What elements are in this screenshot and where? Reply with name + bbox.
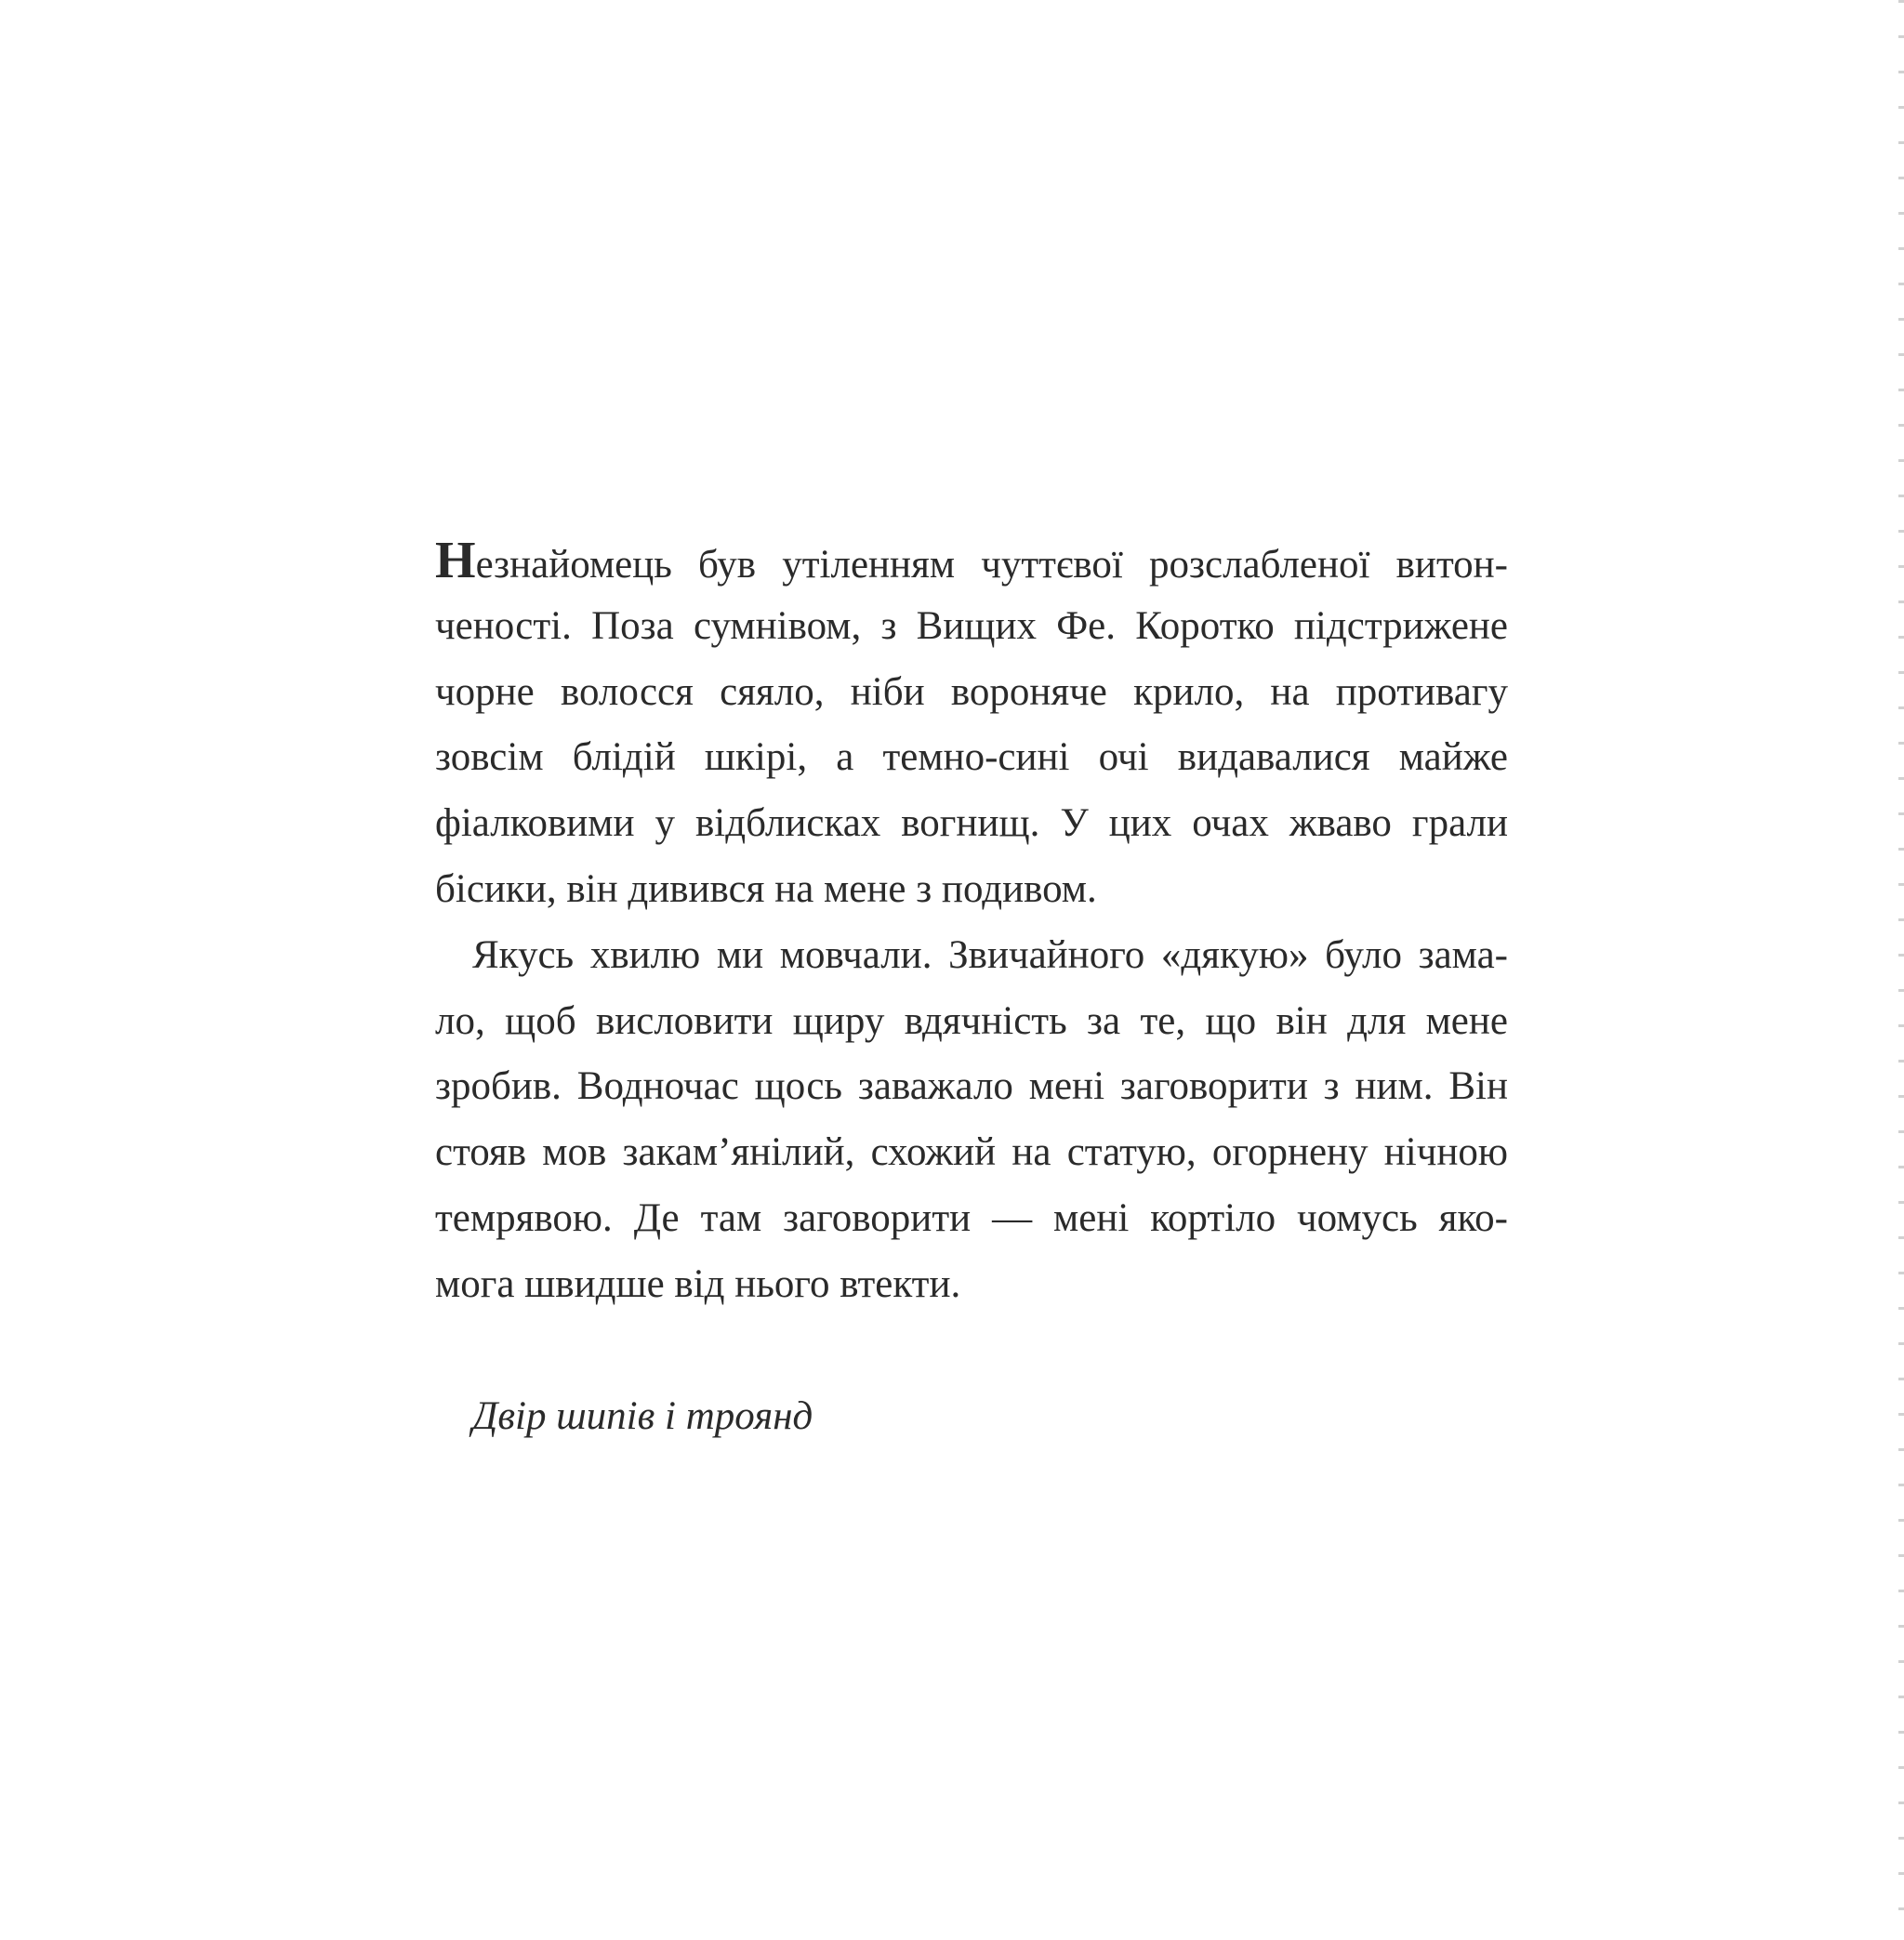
page-edge-marks bbox=[1898, 0, 1904, 1940]
passage-line-2: ченості. Поза сумнівом, з Вищих Фе. Коротко підстрижене bbox=[435, 603, 1508, 648]
passage-line-9: зробив. Водночас щось заважало мені заговорити з ним. Він bbox=[435, 1064, 1508, 1109]
passage-line-11: темрявою. Де там заговорити — мені кортіло чомусь яко- bbox=[435, 1195, 1508, 1240]
passage-line-5: фіалковими у відблисках вогнищ. У цих очах жваво грали bbox=[435, 801, 1508, 846]
passage-line-12: мога швидше від нього втекти. bbox=[435, 1261, 961, 1306]
epigraph-source-title: Двір шипів і троянд bbox=[472, 1394, 813, 1438]
drop-initial: Н bbox=[435, 532, 476, 589]
passage-line-1: Незнайомець був утіленням чуттєвої розслабленої витон- bbox=[435, 532, 1508, 589]
passage-line-8: ло, щоб висловити щиру вдячність за те, що він для мене bbox=[435, 998, 1508, 1043]
passage-line-6: бісики, він дивився на мене з подивом. bbox=[435, 866, 1097, 911]
passage-line-10: стояв мов закам’янілий, схожий на статую, огорнену нічною bbox=[435, 1130, 1508, 1175]
passage-line-4: зовсім блідій шкірі, а темно-сині очі видавалися майже bbox=[435, 735, 1508, 780]
passage-line-3: чорне волосся сяяло, ніби вороняче крило, на противагу bbox=[435, 669, 1508, 714]
epigraph-passage bbox=[435, 528, 1508, 1318]
passage-line-7: Якусь хвилю ми мовчали. Звичайного «дякую» було зама- bbox=[472, 932, 1508, 977]
